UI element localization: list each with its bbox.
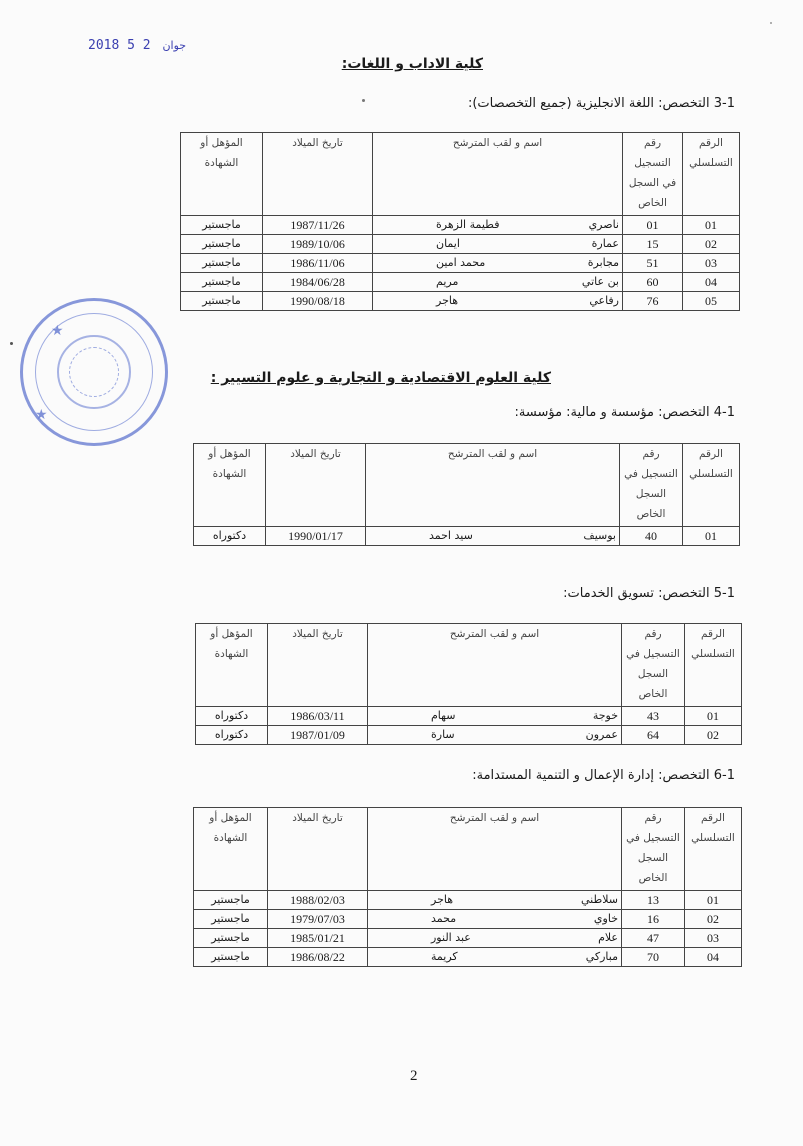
seal-star-icon: ★ xyxy=(51,323,64,339)
birth-cell: 1987/01/09 xyxy=(268,726,368,745)
date-year: 2018 xyxy=(88,38,120,53)
specialty-title: 6-1 التخصص: إدارة الإعمال و التنمية المستدامة: xyxy=(472,768,735,783)
table-row xyxy=(194,929,742,948)
birth-cell: 1988/02/03 xyxy=(268,891,368,910)
first-name: كريمة xyxy=(431,950,458,963)
speck xyxy=(10,342,13,345)
first-name: عبد النور xyxy=(431,931,471,944)
seal-star-icon: ★ xyxy=(35,407,48,423)
table-header-row xyxy=(181,133,740,216)
last-name: عمرون xyxy=(585,728,618,741)
candidates-table xyxy=(180,132,740,311)
last-name: بوسيف xyxy=(583,529,616,542)
reg-cell: 15 xyxy=(623,235,683,254)
serial-cell: 01 xyxy=(685,891,742,910)
header-reg-no: رقم التسجيل في السجل الخاص xyxy=(620,444,683,527)
serial-cell: 03 xyxy=(683,254,740,273)
last-name: علام xyxy=(598,931,618,944)
degree-cell: ماجستير xyxy=(194,948,268,967)
degree-cell: ماجستير xyxy=(181,235,263,254)
reg-cell: 76 xyxy=(623,292,683,311)
birth-cell: 1986/08/22 xyxy=(268,948,368,967)
last-name: مباركي xyxy=(585,950,618,963)
header-reg-no: رقم التسجيل في السجل الخاص xyxy=(622,624,685,707)
header-serial: الرقم التسلسلي xyxy=(683,133,740,216)
degree-cell: ماجستير xyxy=(194,891,268,910)
degree-cell: ماجستير xyxy=(181,216,263,235)
first-name: هاجر xyxy=(431,893,454,906)
name-cell xyxy=(366,527,620,546)
name-cell xyxy=(368,707,622,726)
header-name: اسم و لقب المترشح xyxy=(373,133,623,216)
reg-cell: 13 xyxy=(622,891,685,910)
speck xyxy=(362,99,365,102)
header-reg-no: رقم التسجيل في السجل الخاص xyxy=(623,133,683,216)
serial-cell: 04 xyxy=(683,273,740,292)
header-serial: الرقم التسلسلي xyxy=(685,808,742,891)
candidates-table xyxy=(193,807,742,967)
last-name: ناصري xyxy=(588,218,619,231)
table-row xyxy=(181,292,740,311)
table-row xyxy=(181,273,740,292)
table-row xyxy=(181,235,740,254)
candidates-table xyxy=(193,443,740,546)
birth-cell: 1985/01/21 xyxy=(268,929,368,948)
table-row xyxy=(196,707,742,726)
last-name: مجابرة xyxy=(587,256,619,269)
first-name: سيد احمد xyxy=(429,529,473,542)
header-name: اسم و لقب المترشح xyxy=(366,444,620,527)
last-name: سلاطني xyxy=(580,893,618,906)
last-name: بن عاتي xyxy=(581,275,619,288)
name-cell xyxy=(368,726,622,745)
specialty-title: 5-1 التخصص: تسويق الخدمات: xyxy=(563,586,735,601)
date-month: جوان xyxy=(162,39,187,52)
header-birth: تاريخ الميلاد xyxy=(266,444,366,527)
reg-cell: 43 xyxy=(622,707,685,726)
table-row xyxy=(196,726,742,745)
serial-cell: 05 xyxy=(683,292,740,311)
header-degree: المؤهل أو الشهادة xyxy=(181,133,263,216)
header-degree: المؤهل أو الشهادة xyxy=(194,444,266,527)
table-row xyxy=(194,948,742,967)
name-cell xyxy=(373,292,623,311)
faculty-title: كلية الاداب و اللغات: xyxy=(341,56,483,72)
first-name: فطيمة الزهرة xyxy=(436,218,500,231)
reg-cell: 40 xyxy=(620,527,683,546)
first-name: محمد xyxy=(431,912,457,925)
serial-cell: 03 xyxy=(685,929,742,948)
birth-cell: 1986/11/06 xyxy=(263,254,373,273)
degree-cell: دكتوراه xyxy=(194,527,266,546)
degree-cell: ماجستير xyxy=(194,910,268,929)
header-reg-no: رقم التسجيل في السجل الخاص xyxy=(622,808,685,891)
degree-cell: دكتوراه xyxy=(196,726,268,745)
name-cell xyxy=(368,891,622,910)
table-header-row xyxy=(196,624,742,707)
name-cell xyxy=(373,216,623,235)
name-cell xyxy=(368,948,622,967)
name-cell xyxy=(368,929,622,948)
degree-cell: ماجستير xyxy=(181,292,263,311)
last-name: خوجة xyxy=(592,709,618,722)
birth-cell: 1990/01/17 xyxy=(266,527,366,546)
table-header-row xyxy=(194,444,740,527)
page-number: 2 xyxy=(410,1068,418,1084)
header-degree: المؤهل أو الشهادة xyxy=(194,808,268,891)
table-row xyxy=(194,910,742,929)
name-cell xyxy=(373,235,623,254)
birth-cell: 1986/03/11 xyxy=(268,707,368,726)
first-name: مريم xyxy=(436,275,459,288)
degree-cell: ماجستير xyxy=(194,929,268,948)
birth-cell: 1987/11/26 xyxy=(263,216,373,235)
reg-cell: 01 xyxy=(623,216,683,235)
seal-emblem xyxy=(69,347,119,397)
reg-cell: 70 xyxy=(622,948,685,967)
first-name: هاجر xyxy=(436,294,459,307)
specialty-title: 3-1 التخصص: اللغة الانجليزية (جميع التخصصات): xyxy=(467,96,735,111)
reg-cell: 64 xyxy=(622,726,685,745)
name-cell xyxy=(373,273,623,292)
table-row xyxy=(181,254,740,273)
candidates-table xyxy=(195,623,742,745)
reg-cell: 60 xyxy=(623,273,683,292)
first-name: سهام xyxy=(431,709,456,722)
header-birth: تاريخ الميلاد xyxy=(268,624,368,707)
degree-cell: ماجستير xyxy=(181,273,263,292)
table-row xyxy=(194,527,740,546)
date-day: 2 5 xyxy=(127,38,151,53)
name-cell xyxy=(368,910,622,929)
date-stamp xyxy=(88,38,190,53)
birth-cell: 1979/07/03 xyxy=(268,910,368,929)
table-row xyxy=(181,216,740,235)
header-birth: تاريخ الميلاد xyxy=(263,133,373,216)
faculty-title: كلية العلوم الاقتصادية و التجارية و علوم التسيير : xyxy=(210,370,551,386)
last-name: رفاعي xyxy=(589,294,619,307)
first-name: محمد امين xyxy=(436,256,486,269)
table-row xyxy=(194,891,742,910)
reg-cell: 47 xyxy=(622,929,685,948)
name-cell xyxy=(373,254,623,273)
official-seal xyxy=(20,298,168,446)
last-name: خاوي xyxy=(593,912,618,925)
degree-cell: دكتوراه xyxy=(196,707,268,726)
header-serial: الرقم التسلسلي xyxy=(683,444,740,527)
specialty-title: 4-1 التخصص: مؤسسة و مالية: مؤسسة: xyxy=(514,405,735,420)
table-header-row xyxy=(194,808,742,891)
serial-cell: 01 xyxy=(685,707,742,726)
header-degree: المؤهل أو الشهادة xyxy=(196,624,268,707)
birth-cell: 1984/06/28 xyxy=(263,273,373,292)
first-name: ايمان xyxy=(436,237,460,250)
header-name: اسم و لقب المترشح xyxy=(368,808,622,891)
serial-cell: 01 xyxy=(683,216,740,235)
serial-cell: 02 xyxy=(683,235,740,254)
serial-cell: 01 xyxy=(683,527,740,546)
birth-cell: 1989/10/06 xyxy=(263,235,373,254)
serial-cell: 04 xyxy=(685,948,742,967)
reg-cell: 51 xyxy=(623,254,683,273)
serial-cell: 02 xyxy=(685,910,742,929)
birth-cell: 1990/08/18 xyxy=(263,292,373,311)
first-name: سارة xyxy=(431,728,455,741)
serial-cell: 02 xyxy=(685,726,742,745)
header-serial: الرقم التسلسلي xyxy=(685,624,742,707)
reg-cell: 16 xyxy=(622,910,685,929)
speck xyxy=(770,22,772,24)
header-birth: تاريخ الميلاد xyxy=(268,808,368,891)
degree-cell: ماجستير xyxy=(181,254,263,273)
header-name: اسم و لقب المترشح xyxy=(368,624,622,707)
last-name: عمارة xyxy=(591,237,619,250)
